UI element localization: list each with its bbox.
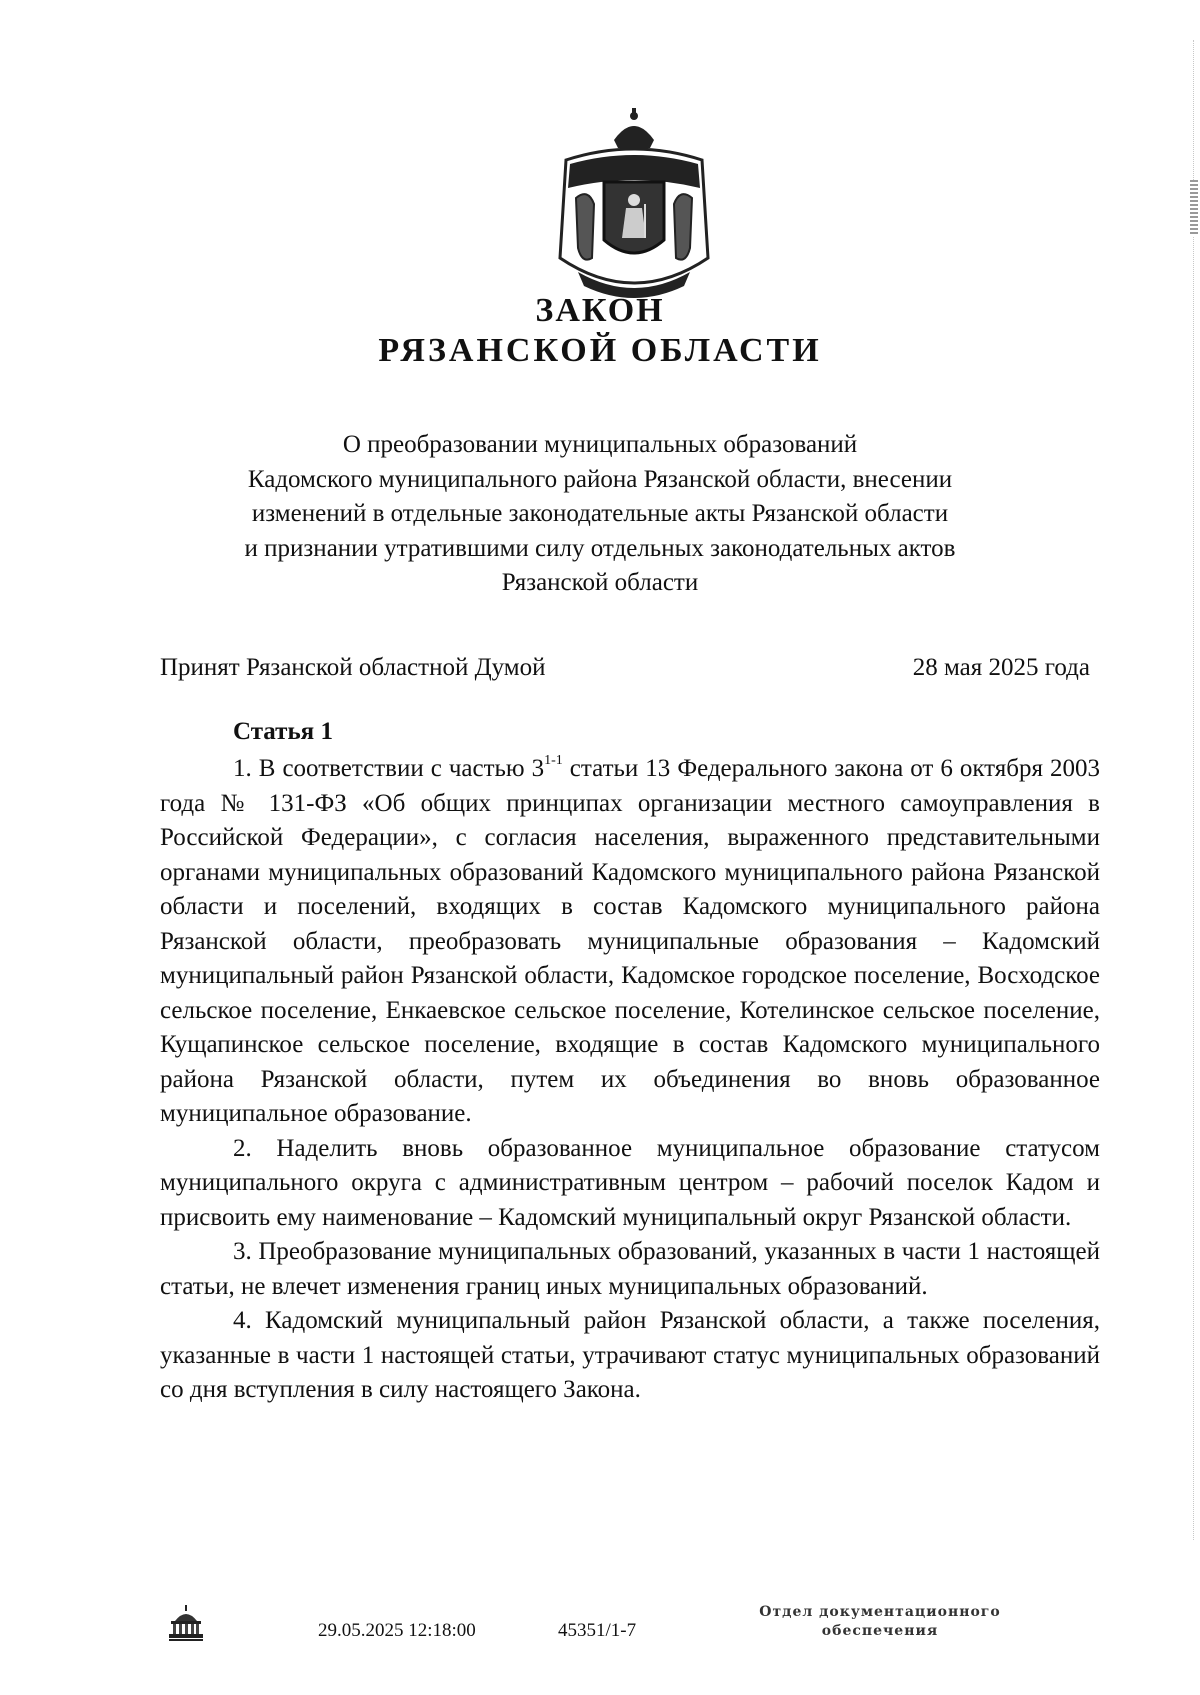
subject-line: Кадомского муниципального района Рязанской области, внесении [247, 465, 953, 493]
paragraph-text: статьи 13 Федерального закона от 6 октября 2003 года № 131-ФЗ «Об общих принципах организации местного самоуправления в Российской Федерации», с согласия населения, выраженного представительными органами муниципальных образований Кадомского муниципального района Рязанской области и поселений, входящих в состав Кадомского муниципального района Рязанской области, преобразовать муниципальные образования – Кадомский муниципальный район Рязанской области, Кадомское городское поселение, Восходское сельское поселение, Енкаевское сельское поселение, Котелинское сельское поселение, Кущапинское сельское поселение, входящие в состав Кадомского муниципального района Рязанской области, путем их объединения во вновь образованное муниципальное образование. [160, 755, 1100, 1127]
subject-line: и признании утратившими силу отдельных законодательных актов [244, 534, 956, 562]
article-heading: Статья 1 [233, 718, 333, 745]
scan-mark-artifact [1190, 180, 1198, 236]
adoption-date: 28 мая 2025 года [912, 654, 1090, 681]
subject-line: изменений в отдельные законодательные акты Рязанской области [251, 500, 949, 527]
paragraph-text: 1. В соответствии с частью 3 [233, 755, 545, 782]
stamp-line: Отдел документационного [759, 1604, 1001, 1620]
article-paragraph-3: 3. Преобразование муниципальных образований, указанных в части 1 настоящей статьи, не влечет изменения границ иных муниципальных образований. [160, 1238, 1100, 1300]
subject-line: О преобразовании муниципальных образований [342, 431, 858, 458]
department-stamp [730, 1603, 1030, 1641]
article-body [160, 752, 1100, 1408]
article-paragraph-1 [160, 752, 1100, 1132]
adopted-by: Принят Рязанской областной Думой [160, 654, 546, 681]
document-title: ЗАКОН [535, 292, 665, 329]
coat-of-arms-icon [548, 108, 720, 308]
document-subtitle-region: РЯЗАНСКОЙ ОБЛАСТИ [378, 332, 822, 369]
registration-datetime: 29.05.2025 12:18:00 [318, 1620, 476, 1641]
superscript: 1-1 [544, 753, 563, 768]
registration-number: 45351/1-7 [558, 1620, 637, 1641]
scan-edge-artifact [1189, 40, 1194, 1540]
subject-line: Рязанской области [501, 569, 699, 596]
law-subject [170, 428, 1030, 601]
stamp-line: обеспечения [821, 1623, 939, 1639]
article-paragraph-4: 4. Кадомский муниципальный район Рязанской области, а также поселения, указанные в части 1 настоящей статьи, утрачивают статус муниципальных образований со дня вступления в силу настоящего Закона. [160, 1307, 1100, 1403]
article-paragraph-2: 2. Наделить вновь образованное муниципальное образование статусом муниципального округа с административным центром – рабочий поселок Кадом и присвоить ему наименование – Кадомский муниципальный округ Рязанской области. [160, 1134, 1100, 1231]
duma-building-icon [167, 1603, 205, 1643]
